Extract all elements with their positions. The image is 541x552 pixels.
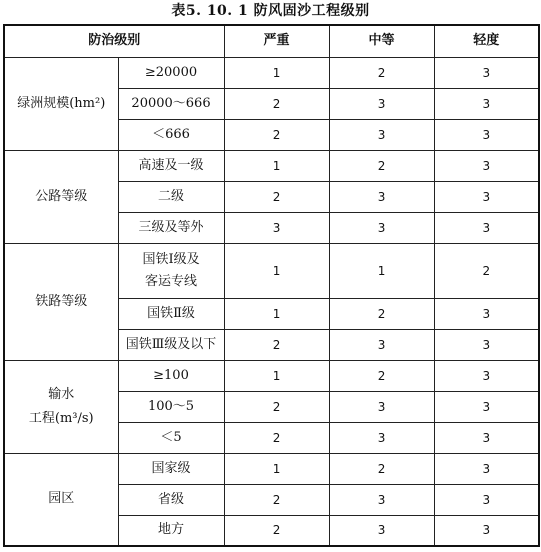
- severe-cell: 2: [224, 484, 329, 515]
- severe-cell: 1: [224, 150, 329, 181]
- header-medium: 中等: [329, 25, 434, 57]
- light-cell: 3: [434, 57, 539, 88]
- table-row: [4, 360, 539, 391]
- category-highway: 公路等级: [4, 150, 118, 243]
- light-cell: 3: [434, 298, 539, 329]
- sub-cell: 省级: [118, 484, 224, 515]
- medium-cell: 3: [329, 515, 434, 546]
- medium-cell: 2: [329, 298, 434, 329]
- light-cell: 3: [434, 181, 539, 212]
- severe-cell: 1: [224, 360, 329, 391]
- sub-cell: 国铁Ⅲ级及以下: [118, 329, 224, 360]
- severe-cell: 2: [224, 515, 329, 546]
- category-line: 输水: [48, 386, 75, 402]
- medium-cell: 3: [329, 212, 434, 243]
- light-cell: 3: [434, 391, 539, 422]
- sub-cell: 100～5: [118, 391, 224, 422]
- severe-cell: 2: [224, 422, 329, 453]
- table-row: [4, 150, 539, 181]
- category-water-conveyance: [4, 360, 118, 453]
- light-cell: 3: [434, 212, 539, 243]
- light-cell: 3: [434, 422, 539, 453]
- light-cell: 3: [434, 329, 539, 360]
- severe-cell: 3: [224, 212, 329, 243]
- header-row: [4, 25, 539, 57]
- medium-cell: 3: [329, 329, 434, 360]
- severe-cell: 2: [224, 88, 329, 119]
- sub-cell: 国家级: [118, 453, 224, 484]
- medium-cell: 2: [329, 360, 434, 391]
- sub-cell: 高速及一级: [118, 150, 224, 181]
- sub-cell: [118, 243, 224, 298]
- light-cell: 3: [434, 88, 539, 119]
- sub-cell: 二级: [118, 181, 224, 212]
- table-row: [4, 453, 539, 484]
- sub-cell-line: 客运专线: [145, 273, 198, 289]
- medium-cell: 3: [329, 391, 434, 422]
- sub-cell: ＜5: [118, 422, 224, 453]
- severe-cell: 2: [224, 119, 329, 150]
- light-cell: 3: [434, 515, 539, 546]
- light-cell: 3: [434, 150, 539, 181]
- grade-table: [3, 24, 540, 547]
- severe-cell: 2: [224, 391, 329, 422]
- light-cell: 3: [434, 453, 539, 484]
- light-cell: 3: [434, 484, 539, 515]
- severe-cell: 1: [224, 298, 329, 329]
- header-light: 轻度: [434, 25, 539, 57]
- severe-cell: 2: [224, 329, 329, 360]
- medium-cell: 2: [329, 453, 434, 484]
- severe-cell: 2: [224, 181, 329, 212]
- light-cell: 3: [434, 119, 539, 150]
- sub-cell: 地方: [118, 515, 224, 546]
- sub-cell: ＜666: [118, 119, 224, 150]
- category-oasis: 绿洲规模(hm²): [4, 57, 118, 150]
- medium-cell: 1: [329, 243, 434, 298]
- table-row: [4, 243, 539, 298]
- sub-cell: 三级及等外: [118, 212, 224, 243]
- sub-cell-line: 国铁Ⅰ级及: [142, 251, 200, 267]
- medium-cell: 3: [329, 88, 434, 119]
- severe-cell: 1: [224, 453, 329, 484]
- category-park: 园区: [4, 453, 118, 546]
- sub-cell: 国铁Ⅱ级: [118, 298, 224, 329]
- header-category: 防治级别: [4, 25, 224, 57]
- sub-cell: ≥100: [118, 360, 224, 391]
- severe-cell: 1: [224, 243, 329, 298]
- medium-cell: 3: [329, 119, 434, 150]
- medium-cell: 2: [329, 150, 434, 181]
- header-severe: 严重: [224, 25, 329, 57]
- sub-cell: 20000～666: [118, 88, 224, 119]
- light-cell: 3: [434, 360, 539, 391]
- category-line: 工程(m³/s): [28, 410, 94, 426]
- table-row: [4, 57, 539, 88]
- medium-cell: 2: [329, 57, 434, 88]
- medium-cell: 3: [329, 422, 434, 453]
- medium-cell: 3: [329, 181, 434, 212]
- category-railway: 铁路等级: [4, 243, 118, 360]
- medium-cell: 3: [329, 484, 434, 515]
- table-caption: 表5. 10. 1 防风固沙工程级别: [171, 3, 370, 19]
- light-cell: 2: [434, 243, 539, 298]
- sub-cell: ≥20000: [118, 57, 224, 88]
- severe-cell: 1: [224, 57, 329, 88]
